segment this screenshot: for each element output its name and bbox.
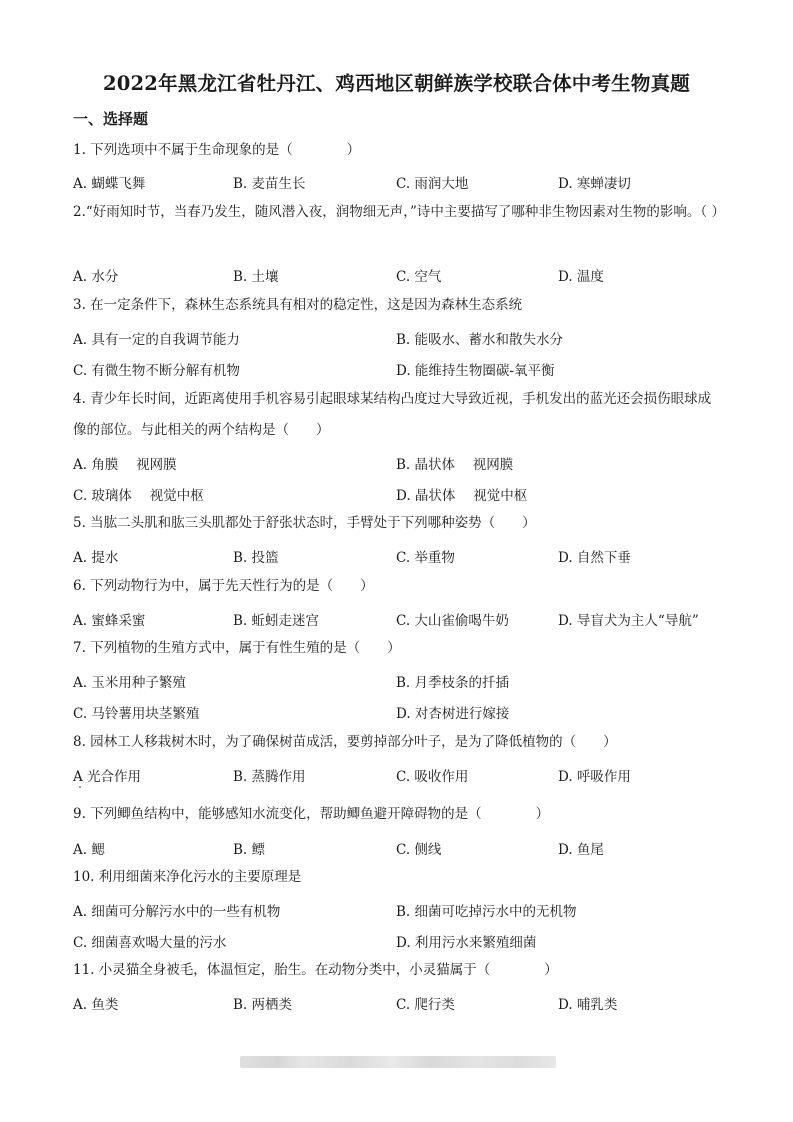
option-d: D. 温度: [558, 269, 604, 285]
option-d: D. 导盲犬为主人“导航”: [558, 613, 699, 629]
option-a: A. 蜜蜂采蜜: [73, 613, 146, 629]
option-row: [73, 838, 733, 860]
question-stem: 1. 下列选项中不属于生命现象的是（ ）: [73, 142, 361, 158]
option-a: A. 水分: [73, 269, 119, 285]
option-b: B. 能吸水、蓄水和散失水分: [396, 332, 564, 348]
option-d: D. 晶状体 视觉中枢: [396, 488, 528, 504]
option-c: C. 爬行类: [396, 997, 455, 1013]
option-a: A. 具有一定的自我调节能力: [73, 332, 240, 348]
option-c: C. 玻璃体 视觉中枢: [73, 488, 204, 504]
option-c: C. 雨润大地: [396, 176, 469, 192]
option-row: [73, 359, 733, 381]
option-row: [73, 484, 733, 506]
option-row: [73, 702, 733, 724]
question-stem: 8. 园林工人移栽树木时，为了确保树苗成活，要剪掉部分叶子，是为了降低植物的（ ）: [73, 734, 617, 750]
question-stem: 6. 下列动物行为中，属于先天性行为的是（ ）: [73, 578, 374, 594]
question-stem: 3. 在一定条件下，森林生态系统具有相对的稳定性，这是因为森林生态系统: [73, 297, 523, 313]
option-b: B. 晶状体 视网膜: [396, 457, 514, 473]
option-row: [73, 900, 733, 922]
option-a: A. 角膜 视网膜: [73, 457, 177, 473]
option-b: B. 土壤: [233, 269, 279, 285]
option-d: D. 对杏树进行嫁接: [396, 706, 510, 722]
option-c: C. 马铃薯用块茎繁殖: [73, 706, 200, 722]
option-b: B. 两栖类: [233, 997, 293, 1013]
option-c: C. 大山雀偷喝牛奶: [396, 613, 509, 629]
option-c: C. 有微生物不断分解有机物: [73, 363, 240, 379]
option-row: [73, 765, 733, 787]
option-c: C. 侧线: [396, 842, 442, 858]
question-stem: 4. 青少年长时间，近距离使用手机容易引起眼球某结构凸度过大导致近视，手机发出的蓝光还会损伤眼球成像的部位。与此相关的两个结构是（ ）: [73, 391, 712, 438]
option-b: B. 投篮: [233, 550, 279, 566]
option-row: [73, 328, 733, 350]
question-stem: 2.“好雨知时节，当春乃发生，随风潜入夜，润物细无声，”诗中主要描写了哪种非生物因素对生物的影响。（ ）: [73, 204, 725, 220]
option-a: A. 鱼类: [73, 997, 119, 1013]
option-a: A. 细菌可分解污水中的一些有机物: [73, 904, 281, 920]
option-a: A. 提水: [73, 550, 119, 566]
option-a: A 光合作用: [73, 769, 142, 785]
option-row: [73, 671, 733, 693]
option-d: D. 鱼尾: [558, 842, 604, 858]
question-stem: 11. 小灵猫全身被毛，体温恒定，胎生。在动物分类中，小灵猫属于（ ）: [73, 962, 558, 978]
option-d: D. 利用污水来繁殖细菌: [396, 935, 537, 951]
option-b: B. 麦苗生长: [233, 176, 306, 192]
option-b: B. 细菌可吃掉污水中的无机物: [396, 904, 577, 920]
option-b: B. 月季枝条的扦插: [396, 675, 510, 691]
option-row: [73, 453, 733, 475]
option-b: B. 鳔: [233, 842, 266, 858]
option-a: A. 玉米用种子繁殖: [73, 675, 186, 691]
question-stem: 7. 下列植物的生殖方式中，属于有性生殖的是（ ）: [73, 640, 401, 656]
option-c: C. 举重物: [396, 550, 455, 566]
option-row: [73, 931, 733, 953]
option-c: C. 空气: [396, 269, 442, 285]
option-d: D. 寒蝉凄切: [558, 176, 631, 192]
option-a: A. 蝴蝶飞舞: [73, 176, 146, 192]
option-row: [73, 993, 733, 1015]
blurred-footer-watermark: [240, 1056, 556, 1068]
question-stem: 5. 当肱二头肌和肱三头肌都处于舒张状态时，手臂处于下列哪种姿势（ ）: [73, 515, 536, 531]
option-row: [73, 265, 733, 287]
option-b: B. 蚯蚓走迷宫: [233, 613, 320, 629]
scan-speck: [79, 786, 81, 788]
section-heading: 一、选择题: [73, 110, 149, 128]
option-row: [73, 609, 733, 631]
option-c: C. 吸收作用: [396, 769, 469, 785]
option-d: D. 自然下垂: [558, 550, 631, 566]
question-stem: 10. 利用细菌来净化污水的主要原理是: [73, 869, 302, 885]
option-a: A. 鳃: [73, 842, 105, 858]
page-title: 2022年黑龙江省牡丹江、鸡西地区朝鲜族学校联合体中考生物真题: [103, 72, 690, 95]
question-stem: 9. 下列鲫鱼结构中，能够感知水流变化，帮助鲫鱼避开障碍物的是（ ）: [73, 806, 550, 822]
option-d: D. 哺乳类: [558, 997, 618, 1013]
option-d: D. 呼吸作用: [558, 769, 631, 785]
option-b: B. 蒸腾作用: [233, 769, 306, 785]
option-row: [73, 546, 733, 568]
option-row: [73, 172, 733, 194]
option-d: D. 能维持生物圈碳-氧平衡: [396, 363, 555, 379]
option-c: C. 细菌喜欢喝大量的污水: [73, 935, 227, 951]
